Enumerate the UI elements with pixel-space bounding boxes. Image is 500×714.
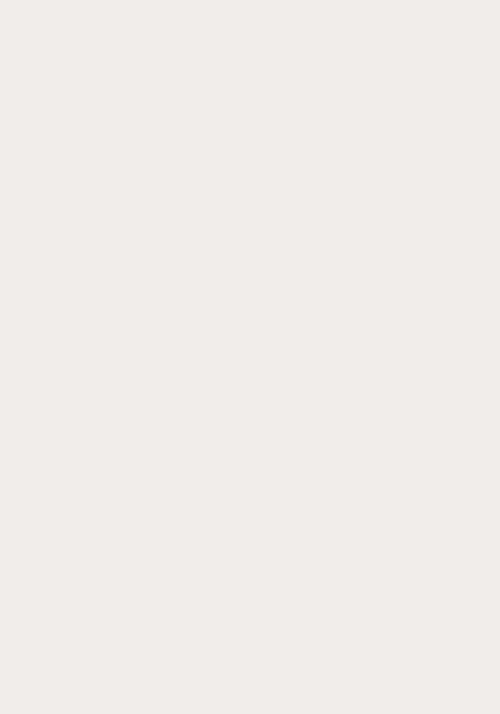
chapter-heading	[22, 144, 30, 162]
